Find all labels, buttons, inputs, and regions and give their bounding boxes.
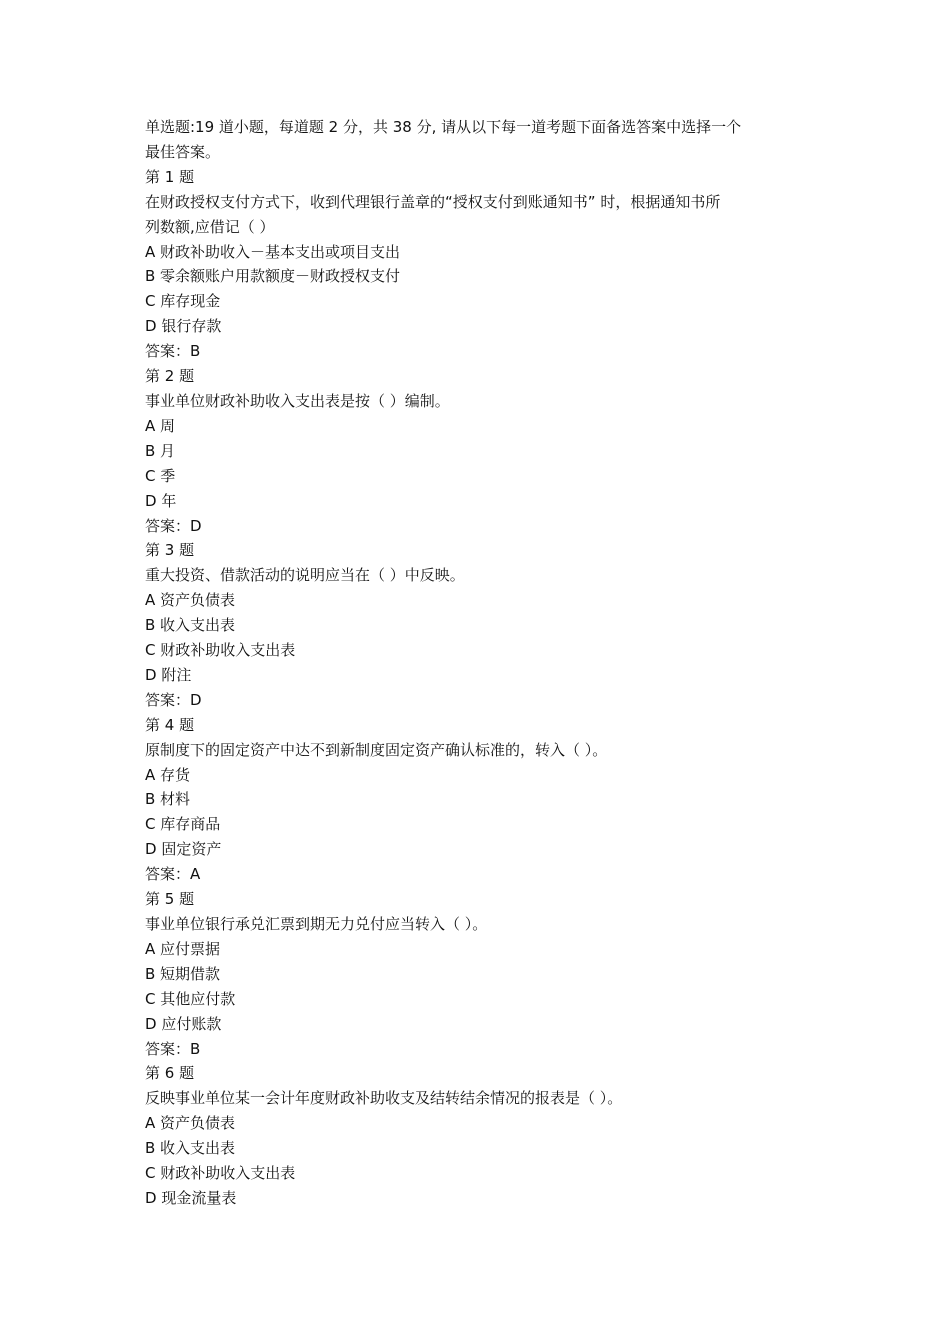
option-a: A 周 bbox=[145, 416, 176, 435]
option-c: C 季 bbox=[145, 466, 176, 485]
question-heading: 第 2 题 bbox=[145, 367, 195, 386]
option-a: A 财政补助收入－基本支出或项目支出 bbox=[145, 242, 401, 261]
option-c: C 其他应付款 bbox=[145, 989, 236, 1008]
option-d: D 银行存款 bbox=[145, 317, 222, 336]
option-a: A 存货 bbox=[145, 765, 191, 784]
option-d: D 固定资产 bbox=[145, 840, 222, 859]
question-heading: 第 5 题 bbox=[145, 890, 195, 909]
option-d: D 现金流量表 bbox=[145, 1188, 237, 1207]
question-stem: 反映事业单位某一会计年度财政补助收支及结转结余情况的报表是（ ）。 bbox=[145, 1089, 623, 1108]
answer: 答案：B bbox=[145, 1039, 201, 1058]
question-6 bbox=[145, 1061, 810, 1210]
question-heading: 第 3 题 bbox=[145, 541, 195, 560]
option-b: B 短期借款 bbox=[145, 964, 221, 983]
question-heading: 第 6 题 bbox=[145, 1064, 195, 1083]
question-stem: 原制度下的固定资产中达不到新制度固定资产确认标准的，转入（ ）。 bbox=[145, 740, 608, 759]
option-a: A 资产负债表 bbox=[145, 1114, 236, 1133]
answer: 答案：D bbox=[145, 516, 202, 535]
question-4 bbox=[145, 713, 810, 887]
question-stem: 列数额,应借记（ ） bbox=[145, 217, 275, 236]
option-b: B 材料 bbox=[145, 790, 191, 809]
document-page bbox=[145, 115, 810, 1211]
answer: 答案：B bbox=[145, 342, 201, 361]
question-2 bbox=[145, 364, 810, 538]
option-c: C 库存现金 bbox=[145, 292, 221, 311]
option-a: A 资产负债表 bbox=[145, 591, 236, 610]
question-3 bbox=[145, 538, 810, 712]
question-heading: 第 1 题 bbox=[145, 167, 195, 186]
option-d: D 附注 bbox=[145, 665, 192, 684]
answer: 答案：D bbox=[145, 690, 202, 709]
intro-line-2: 最佳答案。 bbox=[145, 142, 221, 161]
question-stem: 事业单位财政补助收入支出表是按（ ）编制。 bbox=[145, 391, 450, 410]
question-stem: 重大投资、借款活动的说明应当在（ ）中反映。 bbox=[145, 566, 465, 585]
question-stem: 事业单位银行承兑汇票到期无力兑付应当转入（ ）。 bbox=[145, 915, 488, 933]
question-1 bbox=[145, 165, 810, 364]
option-c: C 财政补助收入支出表 bbox=[145, 641, 296, 660]
question-stem: 在财政授权支付方式下，收到代理银行盖章的“授权支付到账通知书” 时，根据通知书所 bbox=[145, 192, 721, 211]
option-b: B 收入支出表 bbox=[145, 616, 236, 635]
option-d: D 年 bbox=[145, 491, 177, 510]
question-heading: 第 4 题 bbox=[145, 715, 195, 734]
intro-line-1: 单选题:19 道小题，每道题 2 分，共 38 分, 请从以下每一道考题下面备选答案中选择一个 bbox=[145, 118, 742, 136]
option-d: D 应付账款 bbox=[145, 1014, 222, 1033]
option-a: A 应付票据 bbox=[145, 939, 221, 958]
option-b: B 零余额账户用款额度－财政授权支付 bbox=[145, 267, 401, 286]
answer: 答案：A bbox=[145, 865, 201, 884]
option-b: B 收入支出表 bbox=[145, 1139, 236, 1158]
question-5 bbox=[145, 887, 810, 1061]
option-c: C 库存商品 bbox=[145, 815, 221, 834]
option-b: B 月 bbox=[145, 441, 176, 460]
option-c: C 财政补助收入支出表 bbox=[145, 1164, 296, 1183]
